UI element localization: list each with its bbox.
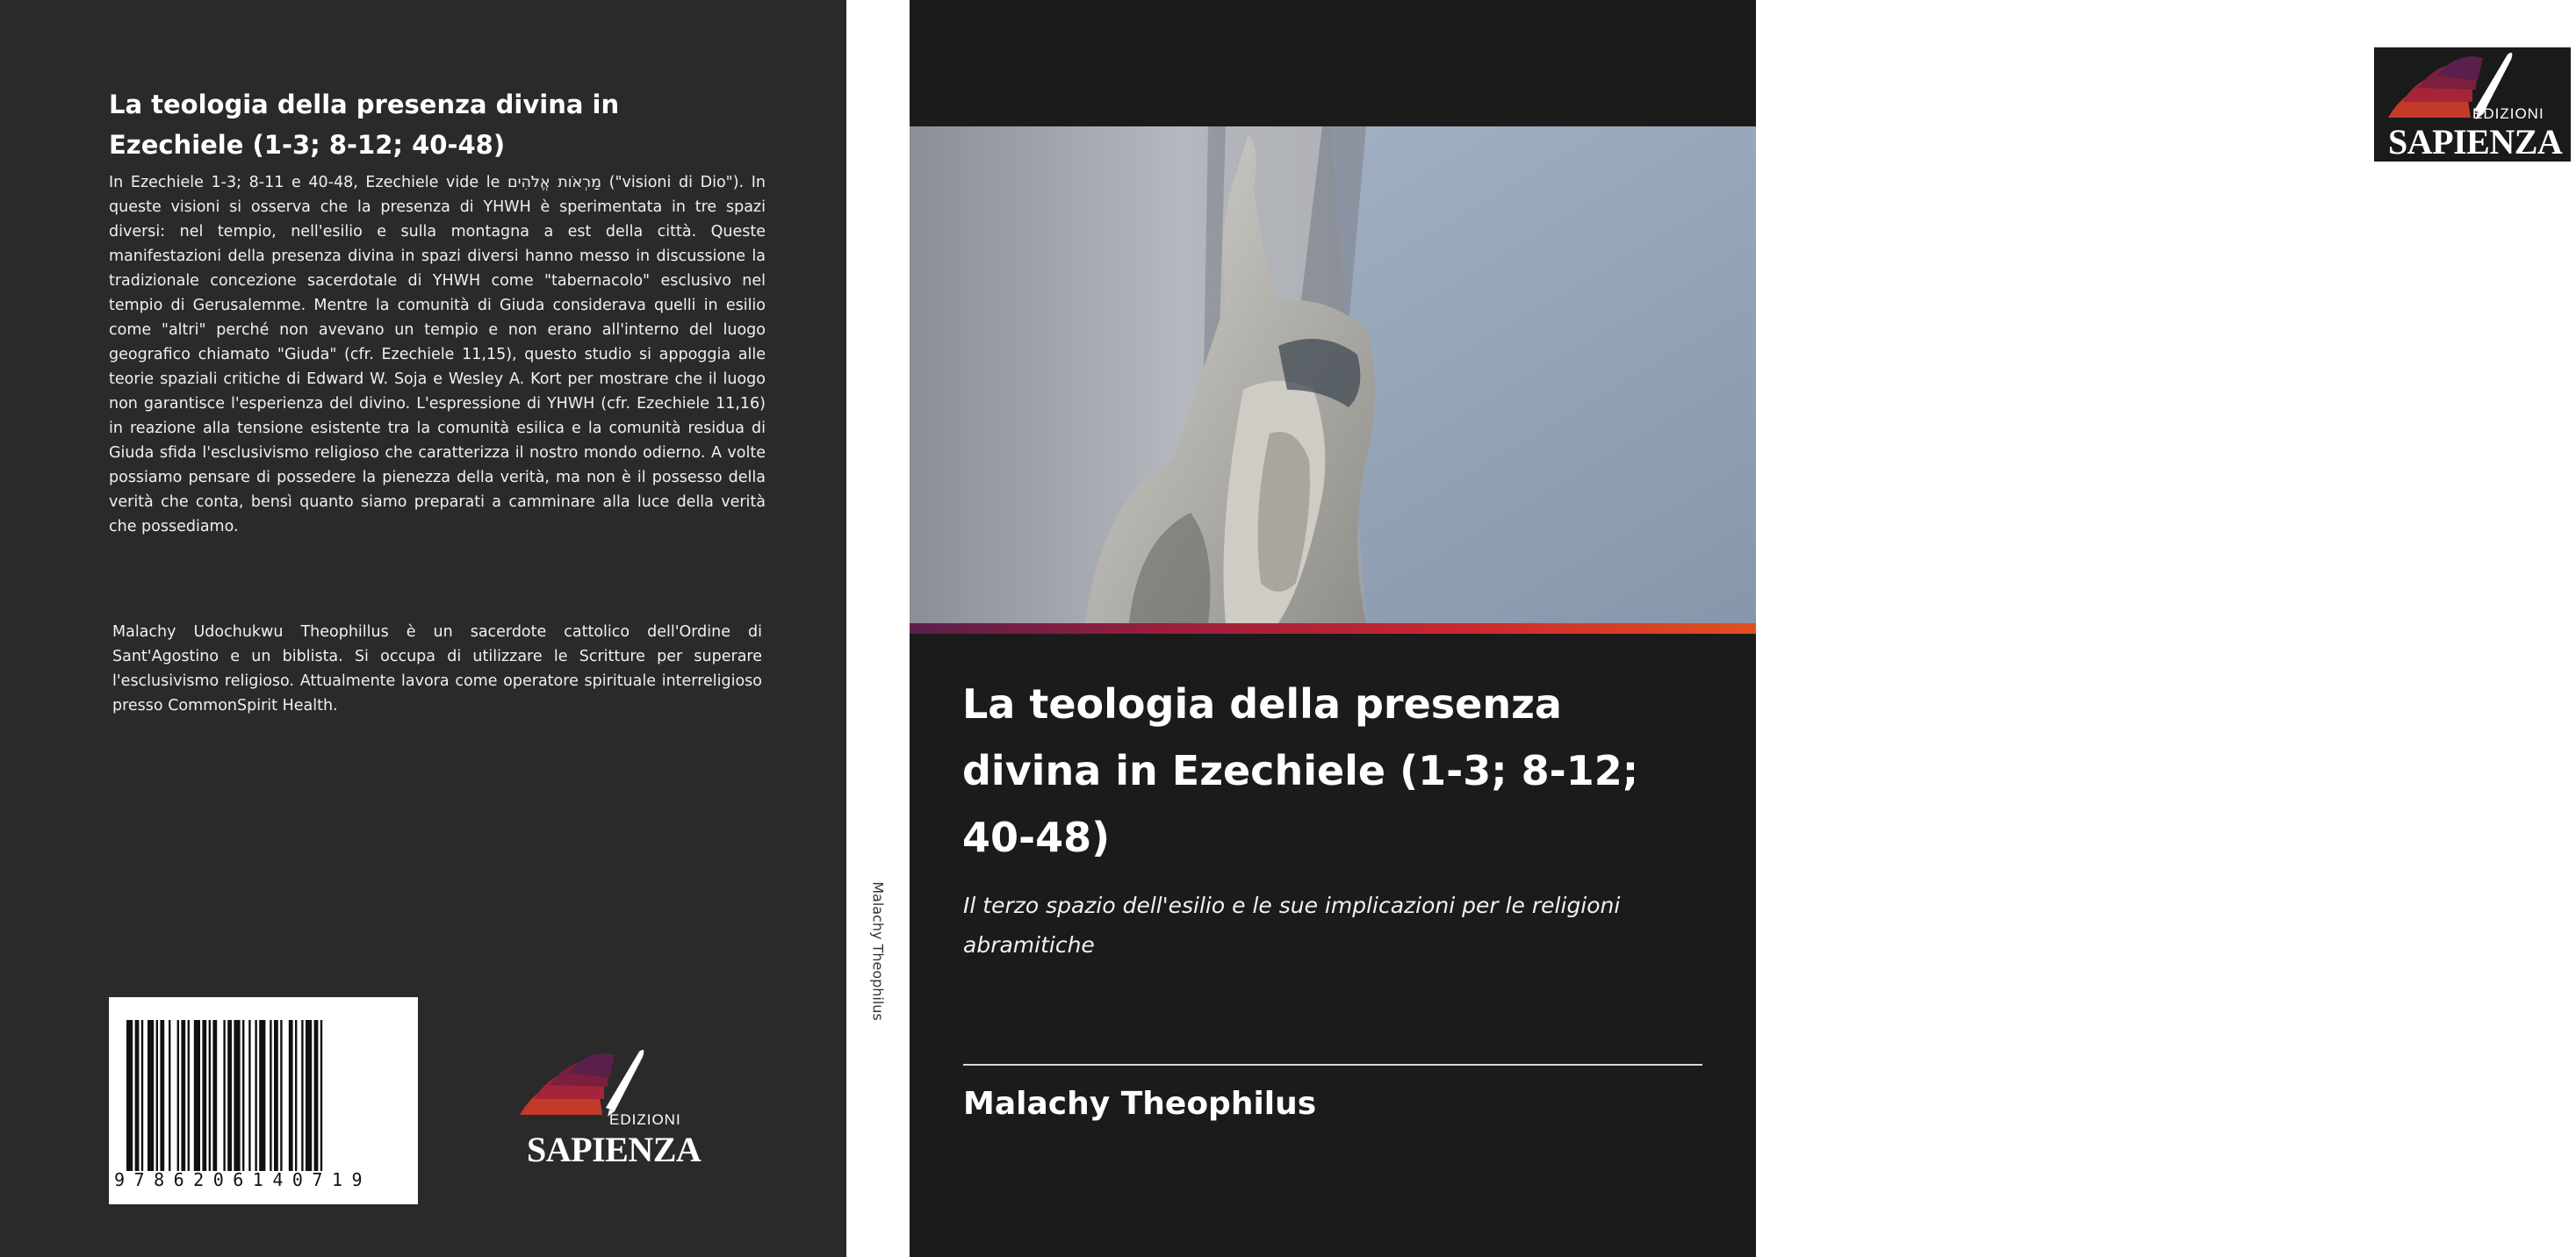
publisher-logo-back [518,1046,702,1169]
barcode-bar [259,1020,265,1171]
barcode-bar [248,1020,250,1171]
barcode-bar [270,1020,271,1171]
barcode-bar [314,1020,319,1171]
barcode-bar [274,1020,278,1171]
isbn-barcode [109,997,418,1204]
barcode-bar [212,1020,217,1171]
barcode-bar [188,1020,190,1171]
barcode-bar [234,1020,240,1171]
barcode-bar [160,1020,164,1171]
barcode-bar [177,1020,179,1171]
barcode-bar [135,1020,140,1171]
publisher-line1: EDIZIONI [609,1111,681,1128]
barcode-bar [306,1020,312,1171]
barcode-bar [280,1020,282,1171]
publisher-line1: EDIZIONI [2472,105,2544,122]
barcode-bar [320,1020,322,1171]
barcode-bar [156,1020,158,1171]
divider [963,1064,1702,1066]
author-bio: Malachy Udochukwu Theophillus è un sacerdote cattolico dell'Ordine di Sant'Agostino e un biblista. Si occupa di utilizzare le Scritture per superare l'esclusivismo religioso. Attualmente lavora come operatore spirituale interreligioso presso CommonSpirit Health. [112,623,762,715]
barcode-bar [148,1020,154,1171]
isbn-digits: 9786206140719 [114,1169,372,1190]
barcode-bar [209,1020,211,1171]
barcode-bar [289,1020,293,1171]
barcode-bar [194,1020,200,1171]
barcode-bar [141,1020,143,1171]
back-cover-title: La teologia della presenza divina in Ezechiele (1-3; 8-12; 40-48) [109,90,620,160]
statue-photo [910,126,1756,623]
spine [846,0,910,1257]
barcode-bar [242,1020,244,1171]
barcode-bar [227,1020,232,1171]
publisher-logo-front [2374,47,2571,162]
front-cover-title: La teologia della presenza divina in Ezechiele (1-3; 8-12; 40-48) [962,680,1639,861]
front-cover-author: Malachy Theophilus [963,1086,1317,1122]
back-cover [0,0,846,1257]
barcode-icon [126,1020,400,1171]
barcode-bar [181,1020,185,1171]
barcode-bar [126,1020,133,1171]
spine-author: Malachy Theophilus [869,881,887,1021]
quill-fan-logo-icon [518,1046,702,1117]
publisher-line2: SAPIENZA [527,1130,702,1169]
barcode-bar [301,1020,303,1171]
barcode-bar [169,1020,170,1171]
barcode-bar [255,1020,256,1171]
front-cover-subtitle: Il terzo spazio dell'esilio e le sue implicazioni per le religioni abramitiche [963,893,1621,958]
barcode-bar [223,1020,225,1171]
front-cover [910,0,2563,1257]
back-cover-blurb: In Ezechiele 1-3; 8-11 e 40-48, Ezechiele vide le מַרְאֹות אֱלֹהִים ("visioni di Dio"). In queste visioni si osserva che la presenza di YHWH è sperimentata in tre spazi diversi: nel tempio, nell'esilio e sulla montagna a est della città. Queste manifestazioni della presenza divina in spazi diversi hanno messo in discussione la tradizionale concezione sacerdotale di YHWH come "tabernacolo" esclusivo nel tempio di Gerusalemme. Mentre la comunità di Giuda considerava quelli in esilio come "altri" perché non avevano un tempio e non erano all'interno del luogo geografico chiamato "Giuda" (cfr. Ezechiele 11,15), questo studio si appoggia alle teorie spaziali critiche di Edward W. Soja e Wesley A. Kort per mostrare che il luogo non garantisce l'esperienza del divino. L'espressione di YHWH (cfr. Ezechiele 11,16) in reazione alla tensione esistente tra la comunità esilica e la comunità residua di Giuda sfida l'esclusivismo religioso che caratterizza il nostro mondo odierno. A volte possiamo pensare di possedere la pienezza della verità, ma non è il possesso della verità che conta, bensì quanto siamo preparati a camminare alla luce della verità che possediamo. [109,174,766,535]
barcode-bar [295,1020,297,1171]
publisher-line2: SAPIENZA [2388,122,2563,162]
barcode-bar [202,1020,206,1171]
accent-bar [910,623,1756,634]
